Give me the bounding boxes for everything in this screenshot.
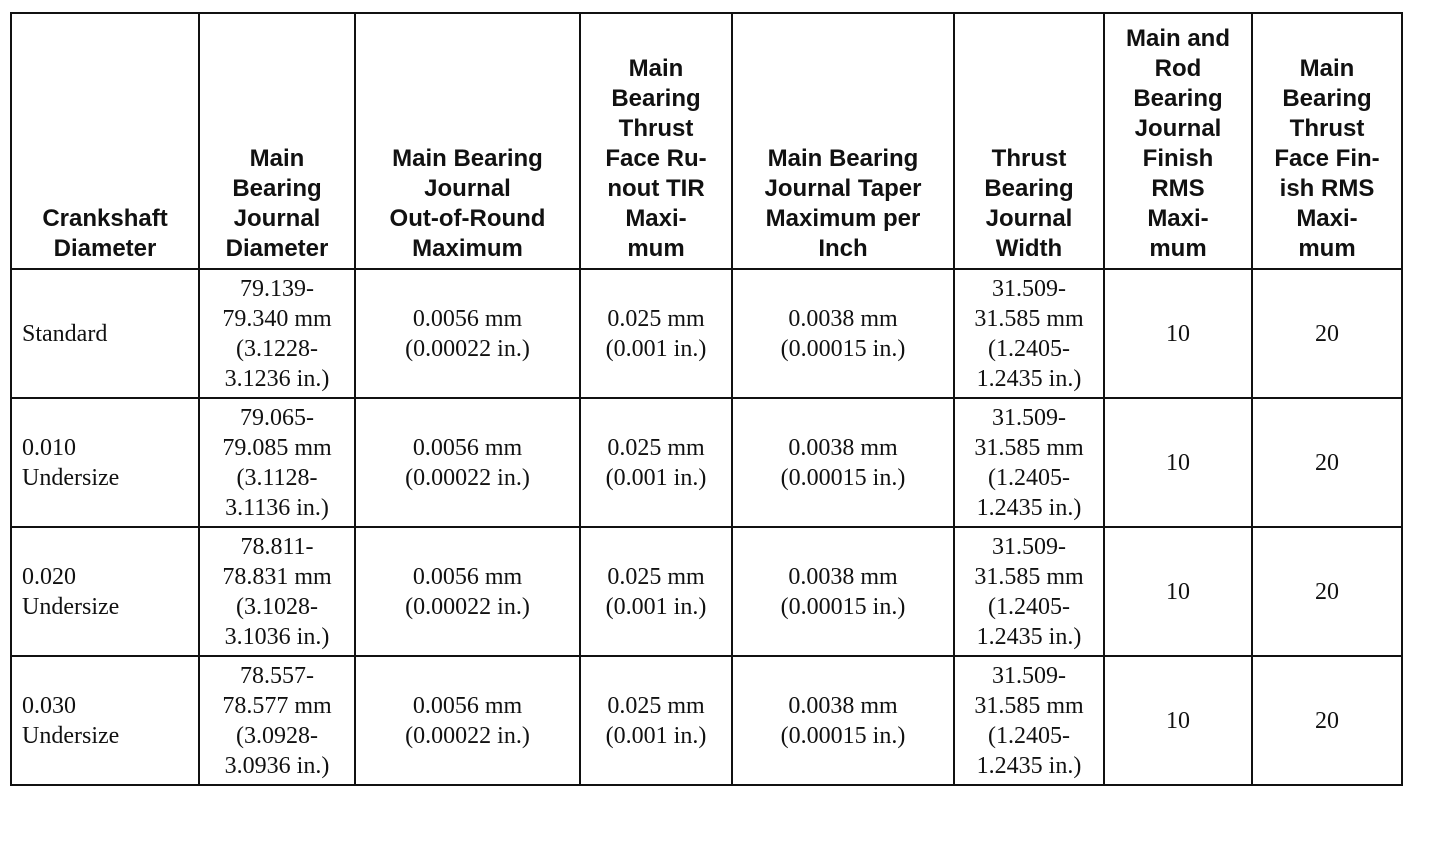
cell-journal-finish <box>1104 527 1252 656</box>
cell-text: 31.509- 31.585 mm (1.2405- 1.2435 in.) <box>974 533 1084 650</box>
cell-text: 0.025 mm (0.001 in.) <box>605 692 707 749</box>
cell-out-of-round <box>355 269 580 398</box>
cell-text: 0.030 Undersize <box>22 692 120 749</box>
cell-text: 20 <box>1315 578 1339 605</box>
cell-thrust-width <box>954 656 1104 785</box>
header-journal-out-of-round <box>355 13 580 269</box>
cell-journal-diameter <box>199 269 355 398</box>
cell-text: 0.0056 mm (0.00022 in.) <box>405 434 530 491</box>
cell-text: 0.0056 mm (0.00022 in.) <box>405 563 530 620</box>
cell-text: 79.065- 79.085 mm (3.1128- 3.1136 in.) <box>222 404 332 521</box>
cell-text: 10 <box>1166 320 1190 347</box>
cell-text: 10 <box>1166 578 1190 605</box>
cell-text: 31.509- 31.585 mm (1.2405- 1.2435 in.) <box>974 275 1084 392</box>
cell-thrust-width <box>954 269 1104 398</box>
cell-text: 0.020 Undersize <box>22 563 120 620</box>
cell-journal-finish <box>1104 398 1252 527</box>
cell-journal-finish <box>1104 269 1252 398</box>
header-main-bearing-journal-diameter <box>199 13 355 269</box>
cell-journal-diameter <box>199 656 355 785</box>
cell-runout <box>580 398 732 527</box>
cell-journal-finish <box>1104 656 1252 785</box>
cell-taper <box>732 656 954 785</box>
cell-thrust-width <box>954 527 1104 656</box>
cell-taper <box>732 527 954 656</box>
header-thrust-face-runout <box>580 13 732 269</box>
cell-runout <box>580 269 732 398</box>
cell-text: 78.811- 78.831 mm (3.1028- 3.1036 in.) <box>222 533 332 650</box>
table-row <box>11 269 1402 398</box>
cell-out-of-round <box>355 527 580 656</box>
cell-out-of-round <box>355 656 580 785</box>
cell-journal-diameter <box>199 527 355 656</box>
cell-thrust-finish <box>1252 269 1402 398</box>
cell-runout <box>580 527 732 656</box>
cell-crankshaft-diameter <box>11 656 199 785</box>
cell-text: 0.0038 mm (0.00015 in.) <box>780 692 906 749</box>
cell-text: 0.025 mm (0.001 in.) <box>605 305 707 362</box>
cell-crankshaft-diameter <box>11 398 199 527</box>
cell-text: 20 <box>1315 707 1339 734</box>
cell-text: 0.0056 mm (0.00022 in.) <box>405 692 530 749</box>
cell-taper <box>732 398 954 527</box>
header-thrust-face-finish-rms <box>1252 13 1402 269</box>
cell-thrust-width <box>954 398 1104 527</box>
cell-out-of-round <box>355 398 580 527</box>
cell-thrust-finish <box>1252 656 1402 785</box>
cell-text: 20 <box>1315 449 1339 476</box>
cell-thrust-finish <box>1252 527 1402 656</box>
cell-thrust-finish <box>1252 398 1402 527</box>
table-row <box>11 527 1402 656</box>
cell-text: 0.025 mm (0.001 in.) <box>605 434 707 491</box>
header-crankshaft-diameter <box>11 13 199 269</box>
cell-text: 10 <box>1166 707 1190 734</box>
cell-text: 0.0056 mm (0.00022 in.) <box>405 305 530 362</box>
table-row <box>11 656 1402 785</box>
table-header <box>11 13 1402 269</box>
cell-text: 31.509- 31.585 mm (1.2405- 1.2435 in.) <box>974 404 1084 521</box>
header-label: Main Bearing Thrust Face Ru- nout TIR Maxi- mum <box>605 55 707 262</box>
header-label: Main Bearing Journal Diameter <box>225 145 329 262</box>
cell-crankshaft-diameter <box>11 527 199 656</box>
header-row <box>11 13 1402 269</box>
cell-journal-diameter <box>199 398 355 527</box>
cell-text: 20 <box>1315 320 1339 347</box>
cell-text: 0.025 mm (0.001 in.) <box>605 563 707 620</box>
cell-text: 78.557- 78.577 mm (3.0928- 3.0936 in.) <box>222 662 332 779</box>
header-thrust-bearing-width <box>954 13 1104 269</box>
cell-text: 0.0038 mm (0.00015 in.) <box>780 434 906 491</box>
cell-text: Standard <box>22 320 108 347</box>
cell-taper <box>732 269 954 398</box>
table-body <box>11 269 1402 785</box>
cell-runout <box>580 656 732 785</box>
header-label: Main and Rod Bearing Journal Finish RMS Maxi- mum <box>1125 25 1230 262</box>
cell-text: 0.0038 mm (0.00015 in.) <box>780 305 906 362</box>
table-row <box>11 398 1402 527</box>
header-journal-finish-rms <box>1104 13 1252 269</box>
header-label: Main Bearing Thrust Face Fin- ish RMS Maxi- mum <box>1274 55 1380 262</box>
header-journal-taper <box>732 13 954 269</box>
cell-text: 0.0038 mm (0.00015 in.) <box>780 563 906 620</box>
cell-text: 10 <box>1166 449 1190 476</box>
header-label: Main Bearing Journal Out-of-Round Maximum <box>389 145 546 262</box>
crankshaft-spec-table <box>10 12 1403 786</box>
cell-crankshaft-diameter <box>11 269 199 398</box>
cell-text: 79.139- 79.340 mm (3.1228- 3.1236 in.) <box>222 275 332 392</box>
header-label: Thrust Bearing Journal Width <box>984 145 1074 262</box>
cell-text: 0.010 Undersize <box>22 434 120 491</box>
cell-text: 31.509- 31.585 mm (1.2405- 1.2435 in.) <box>974 662 1084 779</box>
header-label: Crankshaft Diameter <box>42 205 168 262</box>
header-label: Main Bearing Journal Taper Maximum per Inch <box>764 145 922 262</box>
